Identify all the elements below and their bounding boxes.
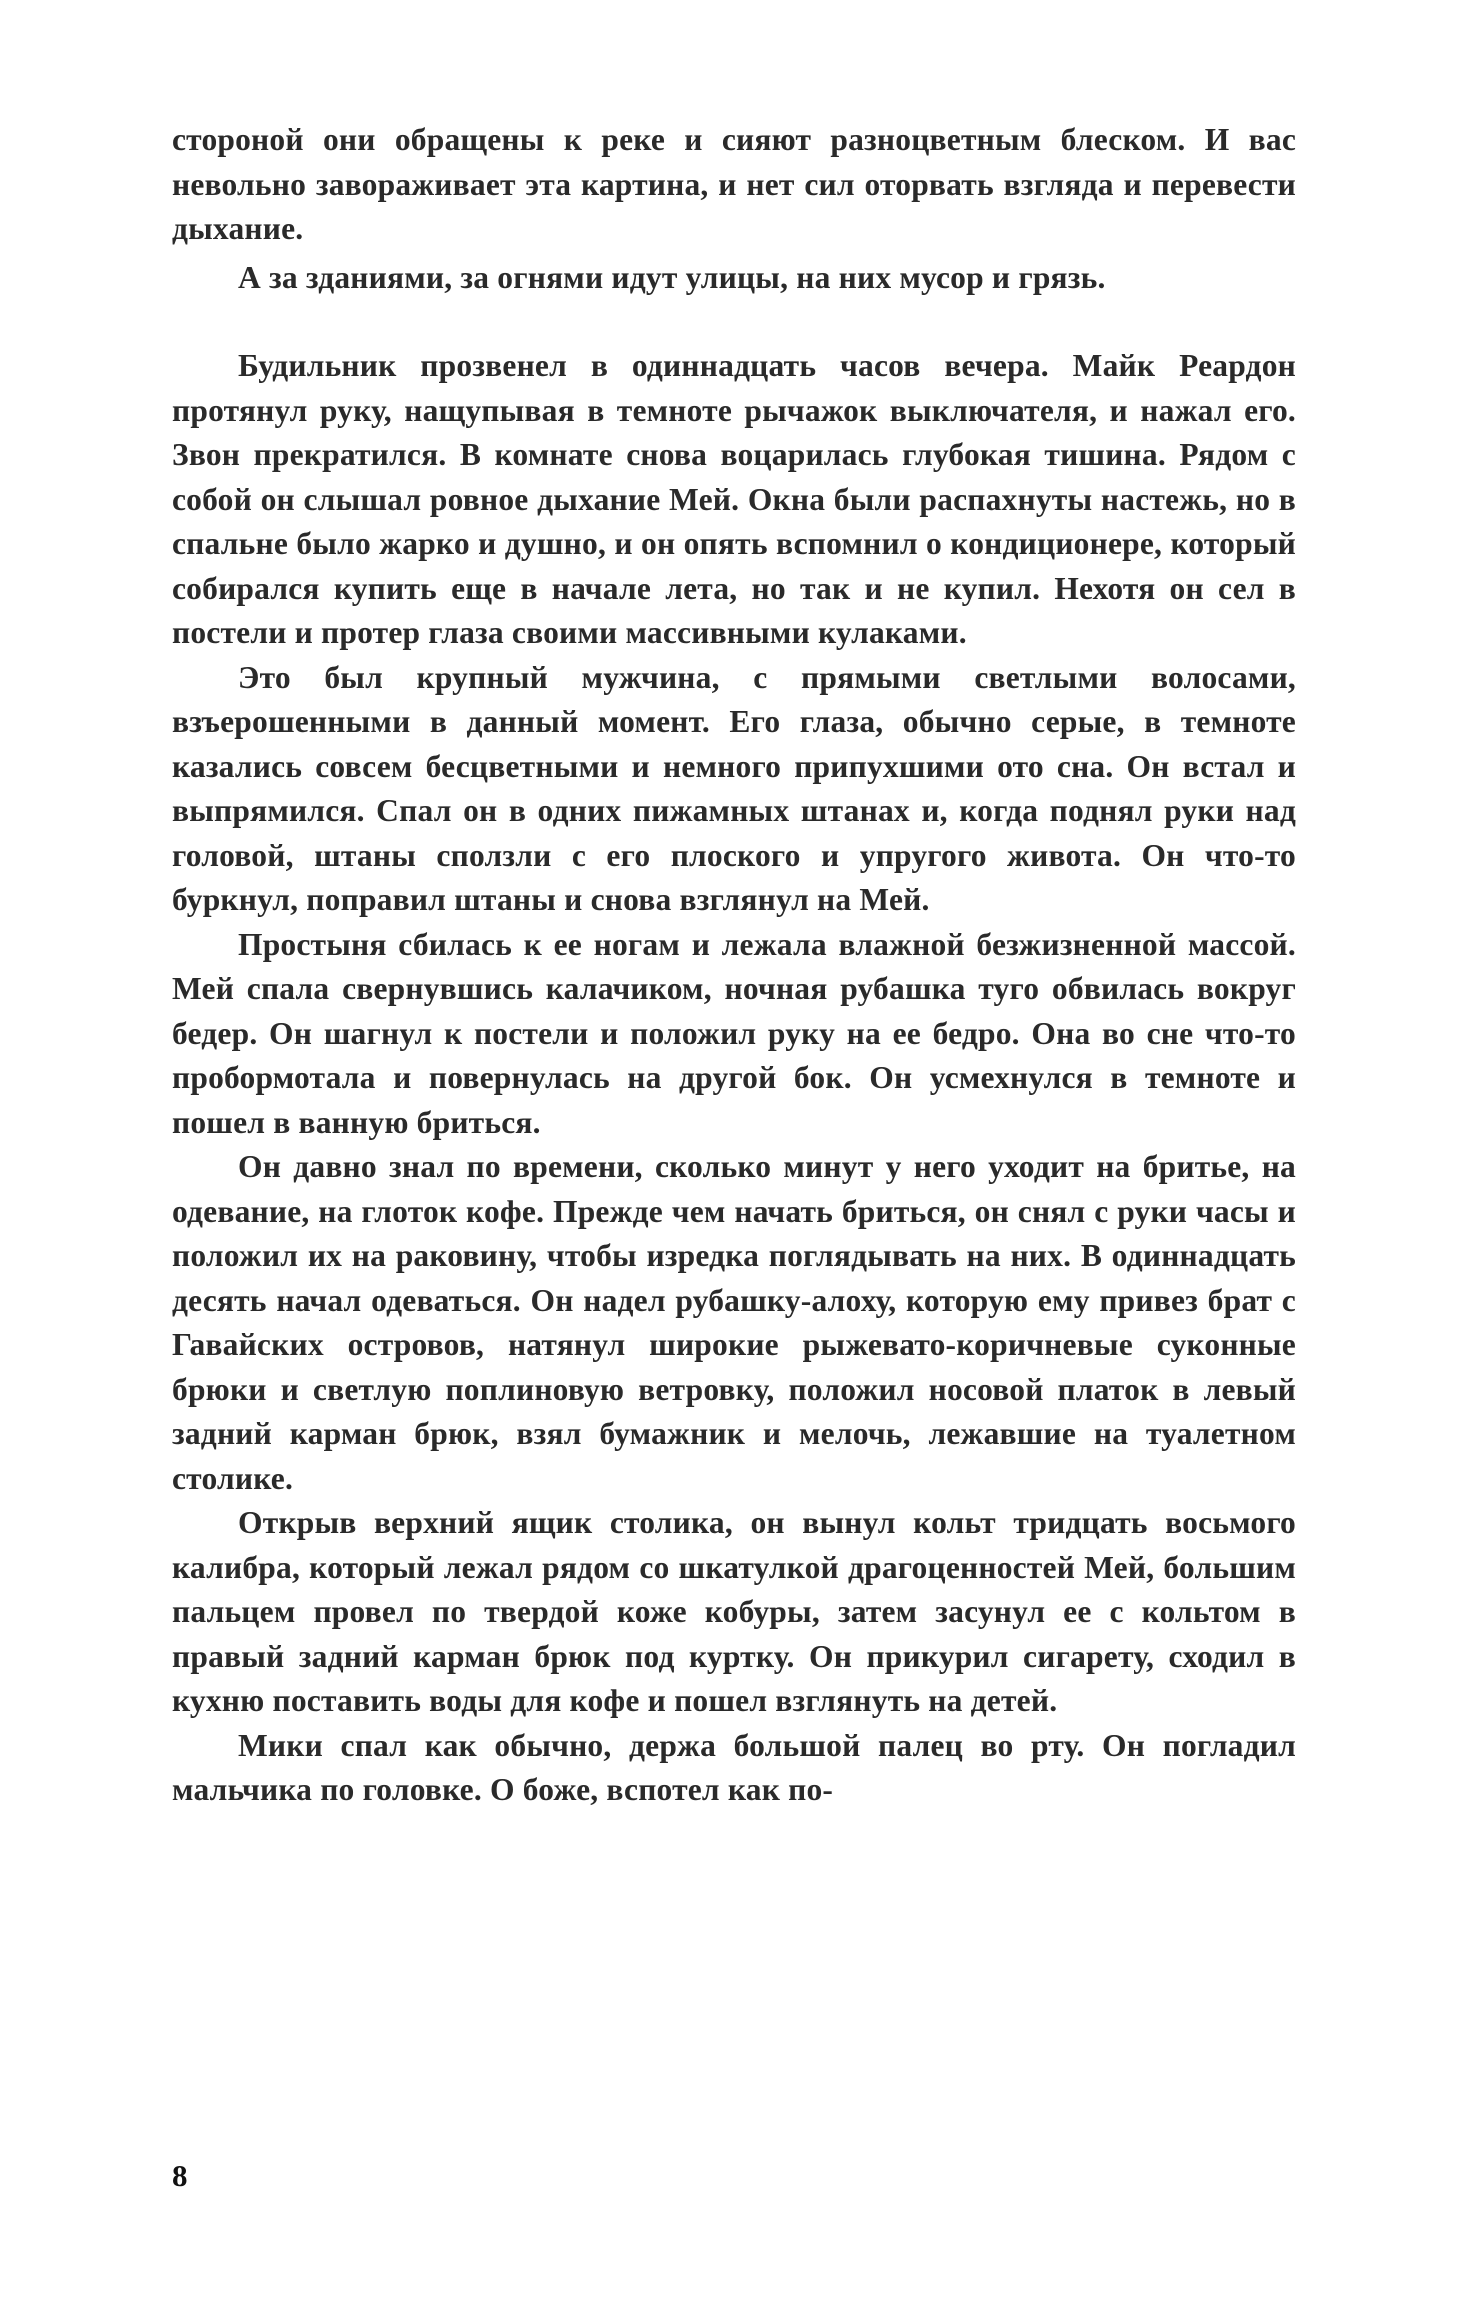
paragraph-6: Он давно знал по времени, сколько минут у него уходит на бритье, на одевание, на глоток кофе. Прежде чем начать бриться, он снял с руки часы и положил их на раковину, чтобы изредка поглядывать на них. В одиннадцать десять начал одеваться. Он надел рубашку-алоху, которую ему привез брат с Гавайских островов, натянул широкие рыжевато-коричневые суконные брюки и светлую поплиновую ветровку, положил носовой платок в левый задний карман брюк, взял бумажник и мелочь, лежавшие на туалетном столике.	[172, 1149, 1296, 1496]
paragraph-4: Это был крупный мужчина, с прямыми светлыми волосами, взъерошенными в данный момент. Его глаза, обычно серые, в темноте казались совсем бесцветными и немного припухшими ото сна. Он встал и выпрямился. Спал он в одних пижамных штанах и, когда поднял руки над головой, штаны сползли с его плоского и упругого живота. Он что-то буркнул, поправил штаны и снова взглянул на Мей.	[172, 659, 1296, 917]
paragraph-8: Мики спал как обычно, держа большой палец во рту. Он погладил мальчика по головке. О боже, вспотел как по-	[172, 1727, 1296, 1807]
paragraph-5: Простыня сбилась к ее ногам и лежала влажной безжизненной массой. Мей спала свернувшись калачиком, ночная рубашка туго обвилась вокруг бедер. Он шагнул к постели и положил руку на ее бедро. Она во сне что-то пробормотала и повернулась на другой бок. Он усмехнулся в темноте и пошел в ванную бриться.	[172, 926, 1296, 1140]
paragraph-3: Будильник прозвенел в одиннадцать часов вечера. Майк Реардон протянул руку, нащупывая в темноте рычажок выключателя, и нажал его. Звон прекратился. В комнате снова воцарилась глубокая тишина. Рядом с собой он слышал ровное дыхание Мей. Окна были распахнуты настежь, но в спальне было жарко и душно, и он опять вспомнил о кондиционере, который собирался купить еще в начале лета, но так и не купил. Нехотя он сел в постели и протер глаза своими массивными кулаками.	[172, 348, 1296, 650]
page-text	[172, 118, 1296, 1813]
page-number: 8	[172, 2158, 188, 2193]
paragraph-7: Открыв верхний ящик столика, он вынул кольт тридцать восьмого калибра, который лежал рядом со шкатулкой драгоценностей Мей, большим пальцем провел по твердой коже кобуры, затем засунул ее с кольтом в правый задний карман брюк под куртку. Он прикурил сигарету, сходил в кухню поставить воды для кофе и пошел взглянуть на детей.	[172, 1505, 1296, 1718]
paragraph-2: А за зданиями, за огнями идут улицы, на них мусор и грязь.	[238, 259, 1106, 295]
paragraph-1: стороной они обращены к реке и сияют разноцветным блеском. И вас невольно завораживает эта картина, и нет сил оторвать взгляда и перевести дыхание.	[172, 122, 1296, 246]
section-break	[172, 300, 1296, 344]
